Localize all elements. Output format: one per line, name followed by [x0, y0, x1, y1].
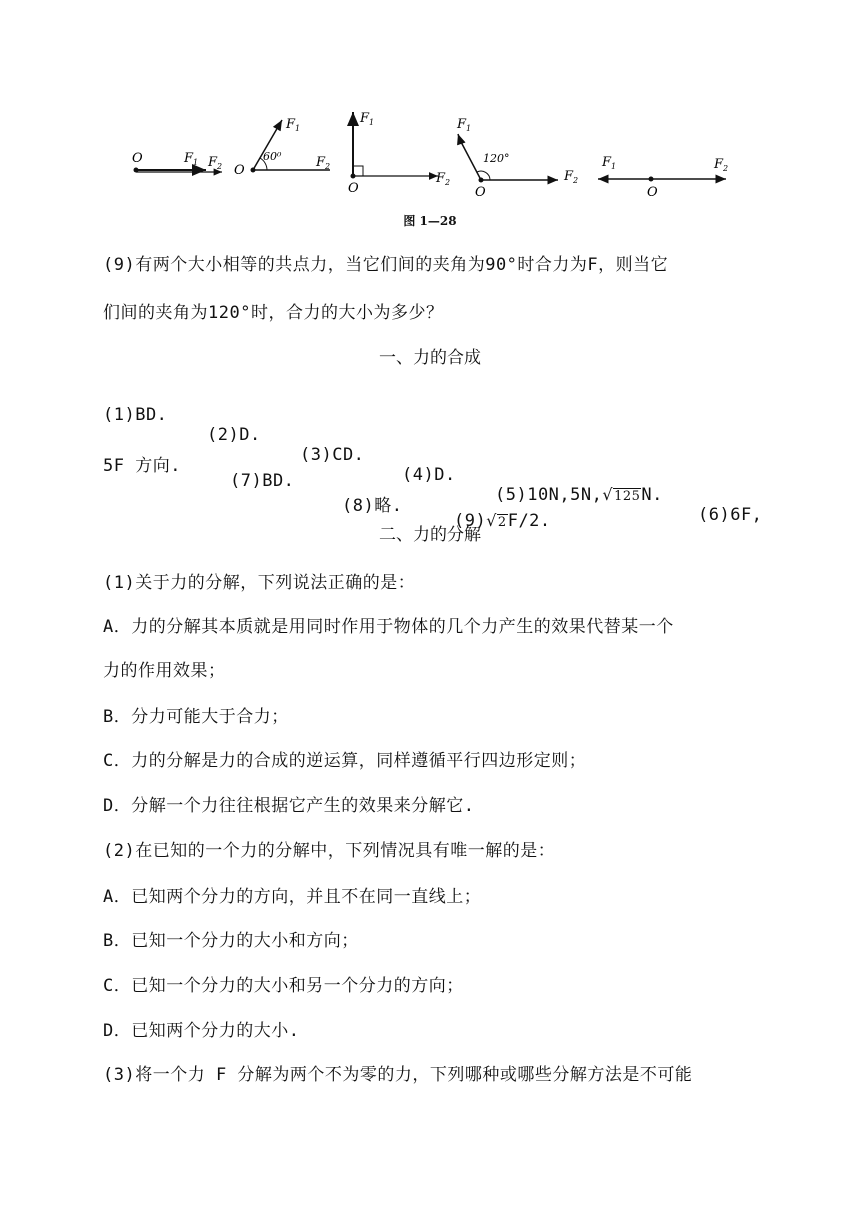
label-f1: $F_1$ [602, 155, 617, 171]
label-f2: $F_2$ [436, 171, 451, 187]
label-f1: $F_1$ [457, 117, 472, 133]
q1-option-a-line2: 力的作用效果； [103, 661, 226, 681]
diagram-opposite [598, 155, 728, 200]
question-9-line1: (9)有两个大小相等的共点力，当它们间的夹角为90°时合力为F，则当它 [103, 255, 669, 275]
answer-5 [495, 485, 663, 505]
q1-stem: (1)关于力的分解，下列说法正确的是： [103, 573, 416, 593]
label-f2: $F_2$ [564, 169, 579, 185]
label-o: O [475, 185, 486, 200]
label-angle-120: 120° [483, 152, 510, 165]
question-9-line2: 们间的夹角为120°时，合力的大小为多少？ [103, 303, 444, 323]
answer-4: (4)D. [402, 465, 456, 485]
answer-6-continued: 5F 方向. [103, 456, 181, 476]
q2-option-a: A．已知两个分力的方向，并且不在同一直线上； [103, 887, 482, 907]
answer-2: (2)D. [207, 425, 261, 445]
q2-option-c: C．已知一个分力的大小和另一个分力的方向； [103, 976, 464, 996]
diagram-collinear-same [132, 151, 222, 173]
q1-option-b: B．分力可能大于合力； [103, 707, 289, 727]
answer-7: (7)BD. [230, 471, 295, 491]
force-diagrams-svg [120, 100, 740, 210]
sqrt-125: √125 [602, 485, 641, 504]
q2-option-b: B．已知一个分力的大小和方向； [103, 931, 359, 951]
label-f1: $F_1$ [184, 151, 199, 167]
sqrt-2: √2 [486, 511, 507, 530]
label-f2: $F_2$ [208, 155, 223, 171]
answer-9-prefix: (9) [454, 511, 487, 531]
label-o: O [348, 181, 359, 196]
answer-8: (8)略. [342, 496, 403, 516]
label-f2: $F_2$ [714, 157, 729, 173]
label-o: O [234, 163, 245, 178]
answer-3: (3)CD. [300, 445, 365, 465]
answer-1: (1)BD. [103, 405, 168, 425]
answer-5-prefix: (5)10N,5N, [495, 485, 603, 505]
q2-stem: (2)在已知的一个力的分解中，下列情况具有唯一解的是： [103, 841, 556, 861]
figure-caption: 图 1—28 [403, 214, 457, 228]
label-f1: $F_1$ [360, 111, 375, 127]
vector-f1-tip [458, 134, 460, 140]
answer-5-suffix: N. [641, 485, 663, 505]
answer-6: (6)6F, [698, 505, 763, 525]
diagram-angle-120 [456, 117, 578, 200]
label-o: O [132, 151, 143, 166]
label-f2: $F_2$ [316, 155, 331, 171]
vector-f1 [460, 140, 481, 180]
q1-option-d: D．分解一个力往往根据它产生的效果来分解它. [103, 796, 475, 816]
q1-option-c: C．力的分解是力的合成的逆运算，同样遵循平行四边形定则； [103, 751, 587, 771]
diagram-angle-90 [348, 111, 450, 196]
sqrt-2-radicand: 2 [497, 515, 507, 530]
q3-stem: (3)将一个力 F 分解为两个不为零的力，下列哪种或哪些分解方法是不可能 [103, 1065, 693, 1085]
label-o: O [647, 185, 658, 200]
diagram-angle-60 [234, 117, 330, 178]
section-2-title: 二、力的分解 [379, 525, 481, 545]
q1-option-a-line1: A．力的分解其本质就是用同时作用于物体的几个力产生的效果代替某一个 [103, 617, 674, 637]
q2-option-d: D．已知两个分力的大小. [103, 1021, 300, 1041]
label-f1: $F_1$ [286, 117, 301, 133]
section-1-title: 一、力的合成 [379, 348, 481, 368]
sqrt-125-radicand: 125 [614, 489, 641, 504]
answer-9-suffix: F/2. [507, 511, 551, 531]
label-angle-60: 60⁰ [263, 150, 282, 163]
